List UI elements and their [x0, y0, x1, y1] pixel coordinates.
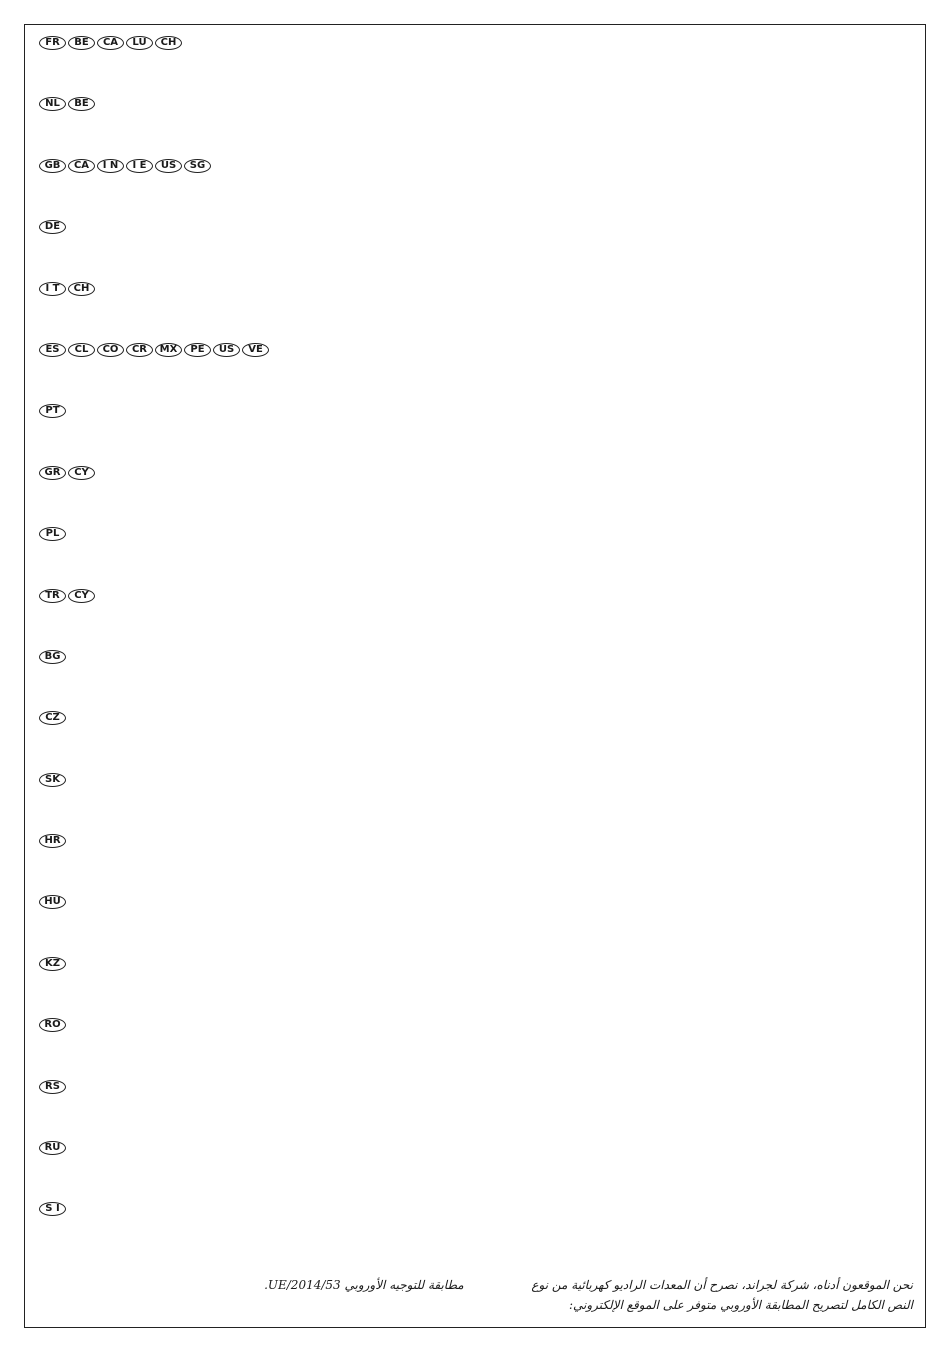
- country-badge-group: [39, 773, 66, 787]
- country-code-badge: I E: [126, 159, 153, 173]
- country-row: [39, 834, 269, 895]
- country-badge-group: [39, 895, 66, 909]
- country-badge-group: [39, 589, 95, 603]
- country-badge-group: [39, 36, 182, 50]
- declaration-line-1-part-2: مطابقة للتوجيه الأوروبي UE/2014/53.: [264, 1278, 464, 1292]
- country-row: [39, 1141, 269, 1202]
- country-badge-group: [39, 957, 66, 971]
- country-code-badge: PL: [39, 527, 66, 541]
- country-code-badge: CA: [68, 159, 95, 173]
- country-code-badge: FR: [39, 36, 66, 50]
- country-badge-group: [39, 220, 66, 234]
- country-badge-group: [39, 711, 66, 725]
- country-row: [39, 1080, 269, 1141]
- country-badge-group: [39, 1080, 66, 1094]
- country-code-badge: GR: [39, 466, 66, 480]
- country-badge-group: [39, 159, 211, 173]
- country-code-badge: CH: [155, 36, 182, 50]
- country-row: [39, 466, 269, 527]
- country-badge-group: [39, 1141, 66, 1155]
- country-code-badge: S I: [39, 1202, 66, 1216]
- country-code-badge: LU: [126, 36, 153, 50]
- country-code-badge: KZ: [39, 957, 66, 971]
- country-badge-group: [39, 834, 66, 848]
- country-row: [39, 957, 269, 1018]
- country-badge-group: [39, 527, 66, 541]
- country-code-badge: US: [213, 343, 240, 357]
- country-badge-group: [39, 1202, 66, 1216]
- country-code-badge: NL: [39, 97, 66, 111]
- country-code-badge: GB: [39, 159, 66, 173]
- country-row: [39, 773, 269, 834]
- country-code-badge: DE: [39, 220, 66, 234]
- country-code-badge: TR: [39, 589, 66, 603]
- country-row: [39, 404, 269, 465]
- country-row: [39, 282, 269, 343]
- country-code-badge: VE: [242, 343, 269, 357]
- country-code-badge: CL: [68, 343, 95, 357]
- country-badge-group: [39, 343, 269, 357]
- declaration-line-1: [43, 1275, 913, 1295]
- country-row: [39, 711, 269, 772]
- country-code-badge: CA: [97, 36, 124, 50]
- country-row: [39, 159, 269, 220]
- country-row: [39, 1018, 269, 1079]
- country-code-badge: HU: [39, 895, 66, 909]
- country-code-badge: I N: [97, 159, 124, 173]
- country-code-badge: BG: [39, 650, 66, 664]
- country-code-badge: BE: [68, 97, 95, 111]
- country-row: [39, 1202, 269, 1263]
- country-code-badge: HR: [39, 834, 66, 848]
- declaration-text: [43, 1275, 913, 1315]
- country-row: [39, 650, 269, 711]
- country-code-badge: RU: [39, 1141, 66, 1155]
- country-badge-group: [39, 404, 66, 418]
- country-row: [39, 589, 269, 650]
- country-row: [39, 36, 269, 97]
- country-row: [39, 343, 269, 404]
- country-code-badge: CY: [68, 466, 95, 480]
- country-row: [39, 895, 269, 956]
- country-code-badge: CY: [68, 589, 95, 603]
- country-code-badge: ES: [39, 343, 66, 357]
- country-badge-group: [39, 282, 95, 296]
- page-frame: [24, 24, 926, 1328]
- country-code-badge: CR: [126, 343, 153, 357]
- country-code-list: [39, 36, 269, 1264]
- declaration-line-2: النص الكامل لتصريح المطابقة الأوروبي متوفر على الموقع الإلكتروني:: [568, 1298, 913, 1312]
- country-code-badge: MX: [155, 343, 182, 357]
- country-code-badge: CZ: [39, 711, 66, 725]
- country-code-badge: PE: [184, 343, 211, 357]
- country-code-badge: CH: [68, 282, 95, 296]
- country-code-badge: BE: [68, 36, 95, 50]
- country-row: [39, 220, 269, 281]
- country-code-badge: US: [155, 159, 182, 173]
- country-code-badge: RO: [39, 1018, 66, 1032]
- country-badge-group: [39, 97, 95, 111]
- country-row: [39, 97, 269, 158]
- country-badge-group: [39, 466, 95, 480]
- country-code-badge: CO: [97, 343, 124, 357]
- declaration-line-1-part-1: نحن الموقعون أدناه، شركة لجراند، نصرح أن المعدات الراديو كهربائية من نوع: [531, 1278, 913, 1292]
- country-code-badge: RS: [39, 1080, 66, 1094]
- country-code-badge: SG: [184, 159, 211, 173]
- country-badge-group: [39, 1018, 66, 1032]
- country-code-badge: PT: [39, 404, 66, 418]
- country-code-badge: SK: [39, 773, 66, 787]
- country-row: [39, 527, 269, 588]
- country-code-badge: I T: [39, 282, 66, 296]
- country-badge-group: [39, 650, 66, 664]
